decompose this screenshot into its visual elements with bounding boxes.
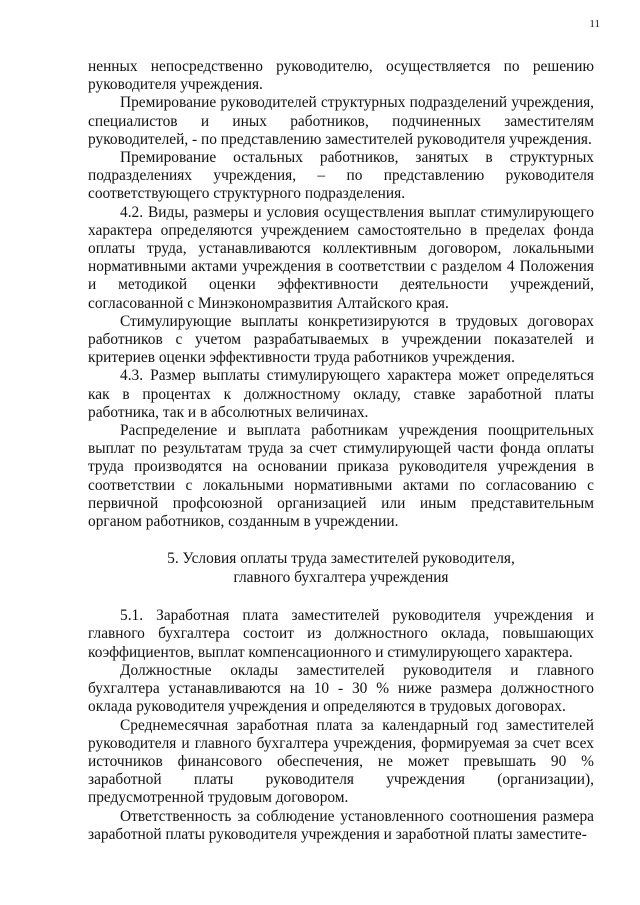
paragraph: Распределение и выплата работникам учреждения поощрительных выплат по результатам труда за счет стимулирующей части фонда оплаты труда производятся на основании приказа руководителя учреждения в соответствии с локальными нормативными актами по согласованию с первичной профсоюзной организацией или иным представительным органом работников, созданным в учреждении. [88, 422, 594, 531]
paragraph: Ответственность за соблюдение установленного соотношения размера заработной платы руководителя учреждения и заработной платы заместите- [88, 807, 594, 843]
paragraph: Среднемесячная заработная плата за календарный год заместителей руководителя и главного бухгалтера учреждения, формируемая за счет всех источников финансового обеспечения, не может превышать 90 % заработной платы руководителя учреждения (организации), предусмотренной трудовым договором. [88, 716, 594, 807]
paragraph: Премирование руководителей структурных подразделений учреждения, специалистов и иных работников, подчиненных заместителям руководителей, - по представлению заместителей руководителя учреждения. [88, 94, 594, 148]
paragraph: 4.2. Виды, размеры и условия осуществления выплат стимулирующего характера определяются учреждением самостоятельно в пределах фонда оплаты труда, устанавливаются коллективным договором, локальными нормативными актами учреждения в соответствии с разделом 4 Положения и методикой оценки эффективности деятельности учреждений, согласованной с Минэкономразвития Алтайского края. [88, 203, 594, 312]
paragraph: ненных непосредственно руководителю, осуществляется по решению руководителя учреждения. [88, 58, 594, 94]
paragraph: Стимулирующие выплаты конкретизируются в трудовых договорах работников с учетом разрабатываемых в учреждении показателей и критериев оценки эффективности труда работников учреждения. [88, 312, 594, 367]
page-number: 11 [589, 18, 600, 30]
section-heading-line: 5. Условия оплаты труда заместителей руководителя, [167, 550, 515, 568]
paragraph: Премирование остальных работников, занятых в структурных подразделениях учреждения, – по представлению руководителя соответствующего структурного подразделения. [88, 149, 594, 203]
section-heading-line: главного бухгалтера учреждения [233, 569, 449, 587]
paragraph: 4.3. Размер выплаты стимулирующего характера может определяться как в процентах к должностному окладу, ставке заработной платы работника, так и в абсолютных величинах. [88, 367, 594, 421]
paragraph: 5.1. Заработная плата заместителей руководителя учреждения и главного бухгалтера состоит из должностного оклада, повышающих коэффициентов, выплат компенсационного и стимулирующего характера. [88, 607, 594, 661]
paragraph: Должностные оклады заместителей руководителя и главного бухгалтера устанавливаются на 10 - 30 % ниже размера должностного оклада руководителя учреждения и определяются в трудовых договорах. [88, 661, 594, 716]
section-heading [88, 549, 594, 587]
document-body [88, 58, 594, 844]
